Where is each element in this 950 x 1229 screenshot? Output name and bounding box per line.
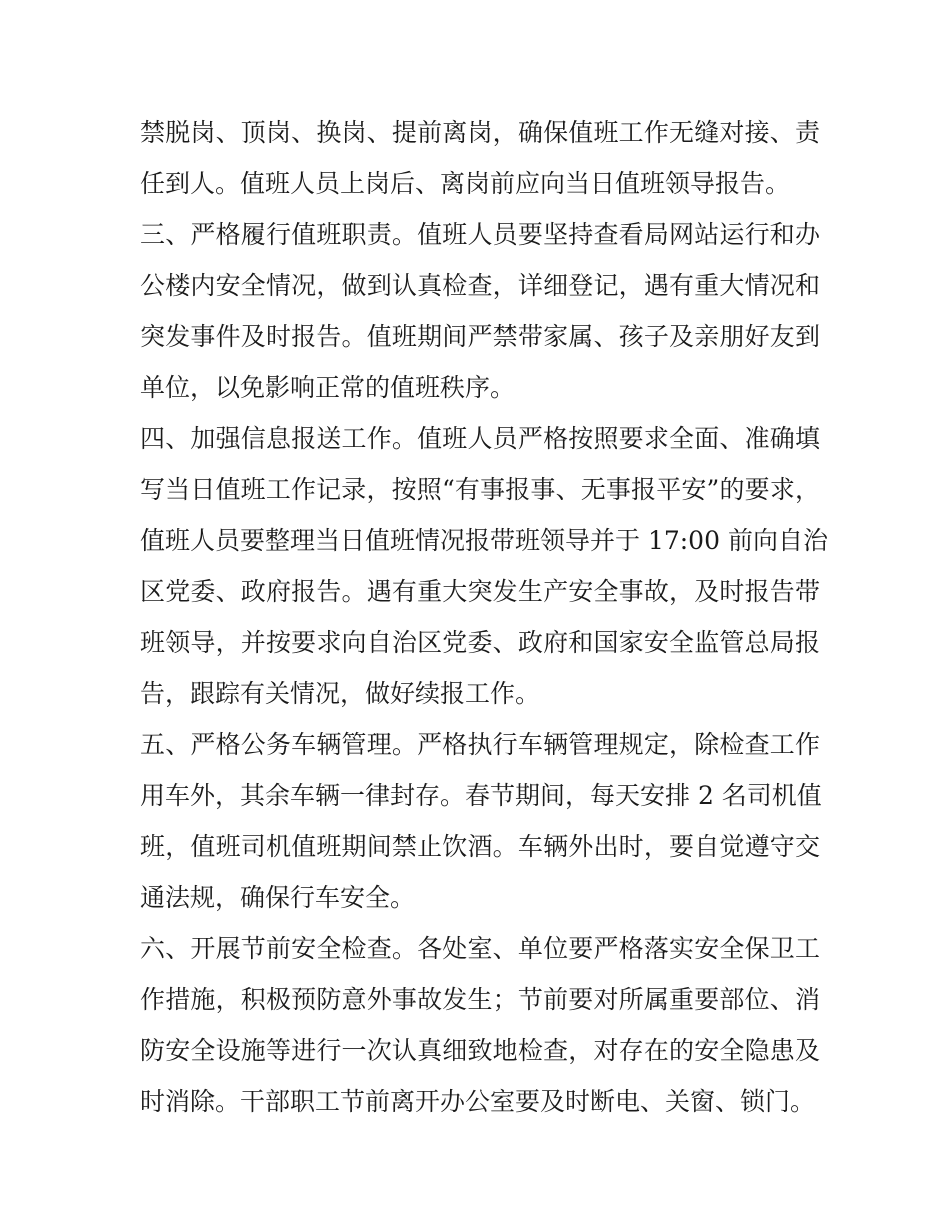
text-line-13: 五、严格公务车辆管理。严格执行车辆管理规定，除检查工作 [140,730,820,759]
text-line-1: 禁脱岗、顶岗、换岗、提前离岗，确保值班工作无缝对接、责 [140,118,820,147]
text-line-11: 班领导，并按要求向自治区党委、政府和国家安全监管总局报 [140,628,820,657]
text-line-6: 单位，以免影响正常的值班秩序。 [140,373,516,402]
text-line-5: 突发事件及时报告。值班期间严禁带家属、孩子及亲朋好友到 [140,322,820,351]
text-line-7: 四、加强信息报送工作。值班人员严格按照要求全面、准确填 [140,424,820,453]
text-line-17: 六、开展节前安全检查。各处室、单位要严格落实安全保卫工 [140,934,820,963]
text-line-12: 告，跟踪有关情况，做好续报工作。 [140,679,541,708]
text-line-10: 区党委、政府报告。遇有重大突发生产安全事故，及时报告带 [140,577,820,606]
text-line-14: 用车外，其余车辆一律封存。春节期间，每天安排 2 名司机值 [140,781,822,810]
text-line-18: 作措施，积极预防意外事故发生；节前要对所属重要部位、消 [140,985,820,1014]
text-line-20: 时消除。干部职工节前离开办公室要及时断电、关窗、锁门。 [140,1087,816,1116]
document-body [140,107,828,1127]
text-line-8: 写当日值班工作记录，按照“有事报事、无事报平安”的要求， [140,475,820,504]
text-line-19: 防安全设施等进行一次认真细致地检查，对存在的安全隐患及 [140,1036,820,1065]
text-line-4: 公楼内安全情况，做到认真检查，详细登记，遇有重大情况和 [140,271,820,300]
text-line-2: 任到人。值班人员上岗后、离岗前应向当日值班领导报告。 [140,169,791,198]
text-line-15: 班，值班司机值班期间禁止饮酒。车辆外出时，要自觉遵守交 [140,832,820,861]
text-line-16: 通法规，确保行车安全。 [140,883,416,912]
text-line-9: 值班人员要整理当日值班情况报带班领导并于 17:00 前向自治 [140,526,828,555]
text-line-3: 三、严格履行值班职责。值班人员要坚持查看局网站运行和办 [140,220,820,249]
